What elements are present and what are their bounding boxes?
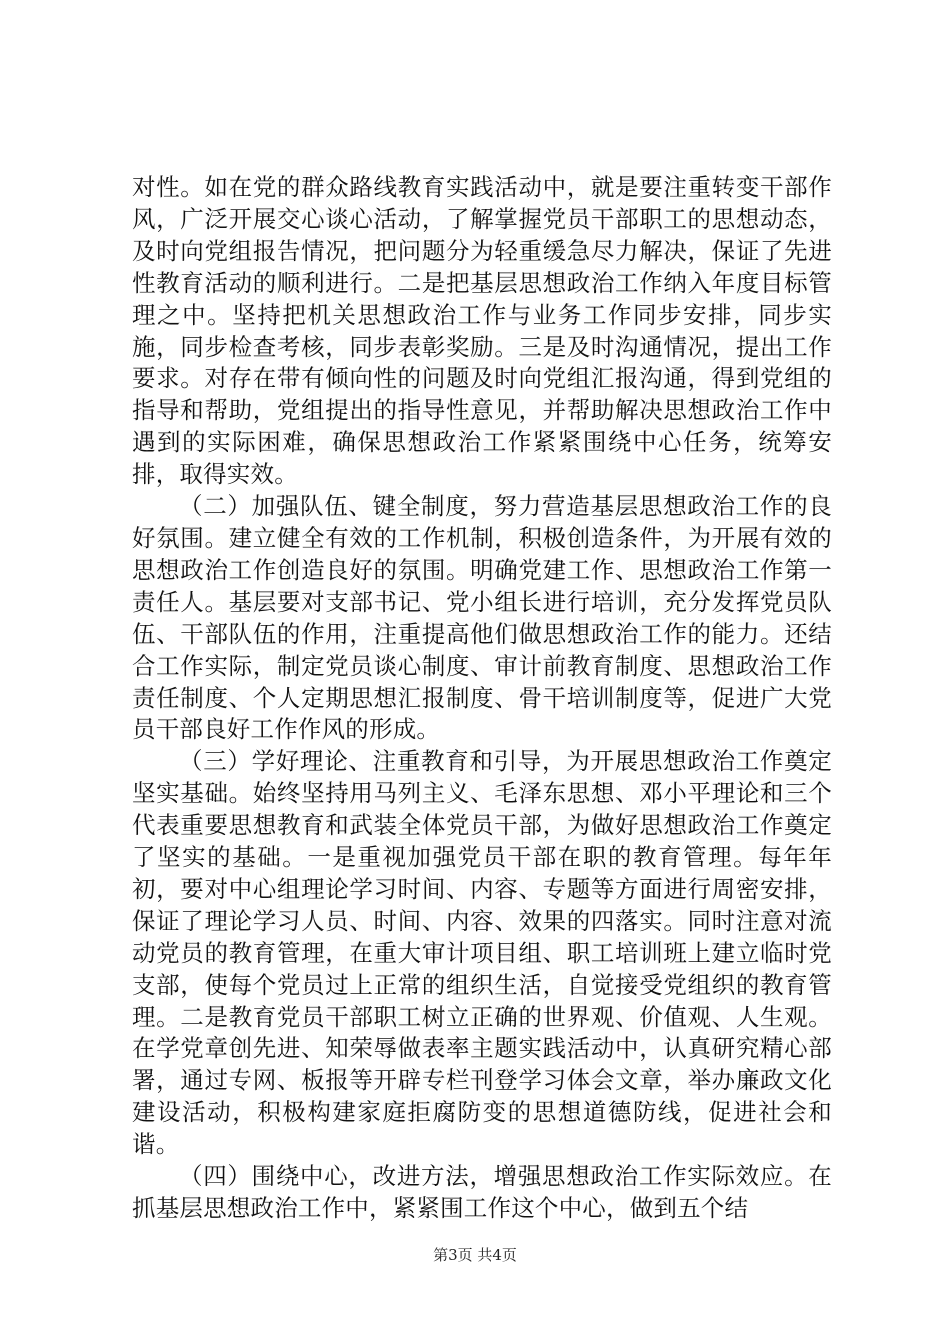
paragraph-section-3: （三）学好理论、注重教育和引导，为开展思想政治工作奠定坚实基础。始终坚持用马列主义、毛泽东思想、邓小平理论和三个代表重要思想教育和武装全体党员干部，为做好思想政治工作奠定了坚实的基础。一是重视加强党员干部在职的教育管理。每年年初，要对中心组理论学习时间、内容、专题等方面进行周密安排，保证了理论学习人员、时间、内容、效果的四落实。同时注意对流动党员的教育管理，在重大审计项目组、职工培训班上建立临时党支部，使每个党员过上正常的组织生活，自觉接受党组织的教育管理。二是教育党员干部职工树立正确的世界观、价值观、人生观。在学党章创先进、知荣辱做表率主题实践活动中，认真研究精心部署，通过专网、板报等开辟专栏刊登学习体会文章，举办廉政文化建设活动，积极构建家庭拒腐防变的思想道德防线，促进社会和谐。 (132, 747, 832, 1159)
paragraph-continuation: 对性。如在党的群众路线教育实践活动中，就是要注重转变干部作风，广泛开展交心谈心活动，了解掌握党员干部职工的思想动态，及时向党组报告情况，把问题分为轻重缓急尽力解决，保证了先进性教育活动的顺利进行。二是把基层思想政治工作纳入年度目标管理之中。坚持把机关思想政治工作与业务工作同步安排，同步实施，同步检查考核，同步表彰奖励。三是及时沟通情况，提出工作要求。对存在带有倾向性的问题及时向党组汇报沟通，得到党组的指导和帮助，党组提出的指导性意见，并帮助解决思想政治工作中遇到的实际困难，确保思想政治工作紧紧围绕中心任务，统筹安排，取得实效。 (132, 173, 832, 489)
page-footer (0, 1244, 950, 1265)
paragraph-section-4: （四）围绕中心，改进方法，增强思想政治工作实际效应。在抓基层思想政治工作中，紧紧围工作这个中心，做到五个结 (132, 1162, 832, 1222)
page-number-label: 第3页 共4页 (433, 1246, 517, 1264)
paragraph-section-2: （二）加强队伍、键全制度，努力营造基层思想政治工作的良好氛围。建立健全有效的工作机制，积极创造条件，为开展有效的思想政治工作创造良好的氛围。明确党建工作、思想政治工作第一责任人。基层要对支部书记、党小组长进行培训，充分发挥党员队伍、干部队伍的作用，注重提高他们做思想政治工作的能力。还结合工作实际，制定党员谈心制度、审计前教育制度、思想政治工作责任制度、个人定期思想汇报制度、骨干培训制度等，促进广大党员干部良好工作作风的形成。 (132, 492, 832, 744)
document-body (132, 172, 832, 1225)
